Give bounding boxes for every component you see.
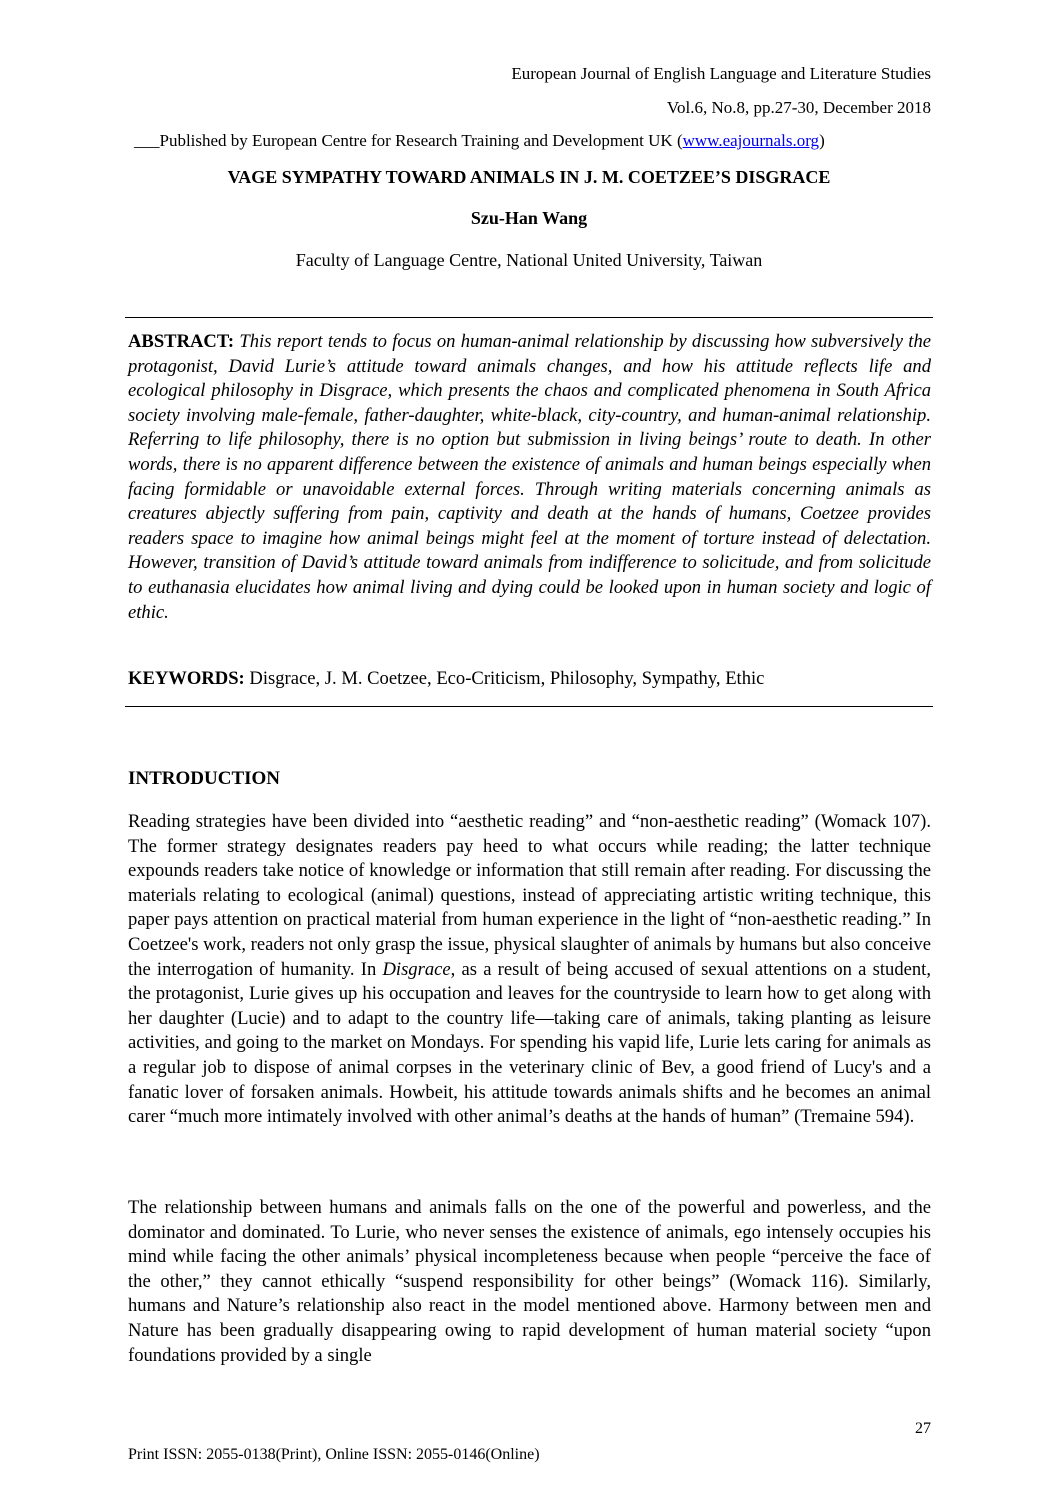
- p1-italic-title: Disgrace: [382, 958, 451, 980]
- article-title: VAGE SYMPATHY TOWARD ANIMALS IN J. M. COETZEE’S DISGRACE: [227, 167, 831, 187]
- abstract-bottom-rule: [125, 706, 933, 707]
- keywords: [128, 667, 931, 692]
- abstract-text: This report tends to focus on human-animal relationship by discussing how subversively the protagonist, David Lurie’s attitude toward animals changes, and how his attitude reflects life and ecological philosophy in Disgrace, which presents the chaos and complicated phenomena in South Africa society involving male-female, father-daughter, white-black, city-country, and human-animal relationship. Referring to life philosophy, there is no option but submission in living beings’ route to death. In other words, there is no apparent difference between the existence of animals and human beings especially when facing formidable or unavoidable external forces. Through writing materials concerning animals as creatures abjectly suffering from pain, captivity and death at the hands of humans, Coetzee provides readers space to imagine how animal beings might feel at the moment of torture instead of delectation. However, transition of David’s attitude toward animals from indifference to solicitude, and from solicitude to euthanasia elucidates how animal living and dying could be looked upon in human society and logic of ethic.: [128, 331, 931, 623]
- author-affiliation: Faculty of Language Centre, National United University, Taiwan: [295, 250, 763, 270]
- abstract-label: ABSTRACT:: [128, 331, 235, 352]
- page-number: 27: [915, 1420, 931, 1437]
- section-heading: INTRODUCTION: [128, 768, 281, 789]
- p1-part-a: Reading strategies have been divided into “aesthetic reading” and “non-aesthetic reading” (Womack 107). The former strategy designates readers pay heed to what occurs while reading; the latter technique expounds readers take notice of knowledge or information that still remain after reading. For discussing the materials relating to ecological (animal) questions, instead of appreciating artistic writing technique, this paper pays attention on practical material from human experience in the light of “non-aesthetic reading.” In Coetzee's work, readers not only grasp the issue, physical slaughter of animals by humans but also conceive the interrogation of humanity. In: [128, 811, 931, 980]
- publisher-line: [134, 131, 825, 151]
- journal-name: European Journal of English Language and Literature Studies: [511, 64, 931, 83]
- body-paragraph-1: [128, 810, 931, 1130]
- publisher-suffix: ): [819, 131, 825, 150]
- p1-part-b: , as a result of being accused of sexual attentions on a student, the protagonist, Lurie gives up his occupation and leaves for the countryside to learn how to get along with her daughter (Lucie) and to adapt to the country life—taking care of animals, taking planting as leisure activities, and going to the market on Mondays. For spending his vapid life, Lurie lets caring for animals as a regular job to dispose of animal corpses in the veterinary clinic of Bev, a good friend of Lucy's and a fanatic lover of forsaken animals. Howbeit, his attitude towards animals shifts and he becomes an animal carer “much more intimately involved with other animal’s deaths at the hands of human” (Tremaine 594).: [128, 958, 931, 1128]
- author-name: Szu-Han Wang: [470, 208, 588, 228]
- keywords-text: Disgrace, J. M. Coetzee, Eco-Criticism, Philosophy, Sympathy, Ethic: [249, 668, 765, 689]
- publisher-link[interactable]: www.eajournals.org: [682, 131, 820, 150]
- abstract: [128, 330, 931, 625]
- abstract-top-rule: [125, 317, 933, 318]
- issn-footer: Print ISSN: 2055-0138(Print), Online ISSN: 2055-0146(Online): [128, 1446, 540, 1463]
- publisher-prefix: ___Published by European Centre for Research Training and Development UK (: [134, 131, 683, 150]
- body-paragraph-2: The relationship between humans and animals falls on the one of the powerful and powerless, and the dominator and dominated. To Lurie, who never senses the existence of animals, ego intensely occupies his mind while facing the other animals’ physical incompleteness because when people “perceive the face of the other,” they cannot ethically “suspend responsibility for other beings” (Womack 116). Similarly, humans and Nature’s relationship also react in the model mentioned above. Harmony between men and Nature has been gradually disappearing owing to rapid development of human material society “upon foundations provided by a single: [128, 1197, 931, 1366]
- volume-info: Vol.6, No.8, pp.27-30, December 2018: [666, 98, 931, 117]
- keywords-label: KEYWORDS:: [128, 668, 245, 689]
